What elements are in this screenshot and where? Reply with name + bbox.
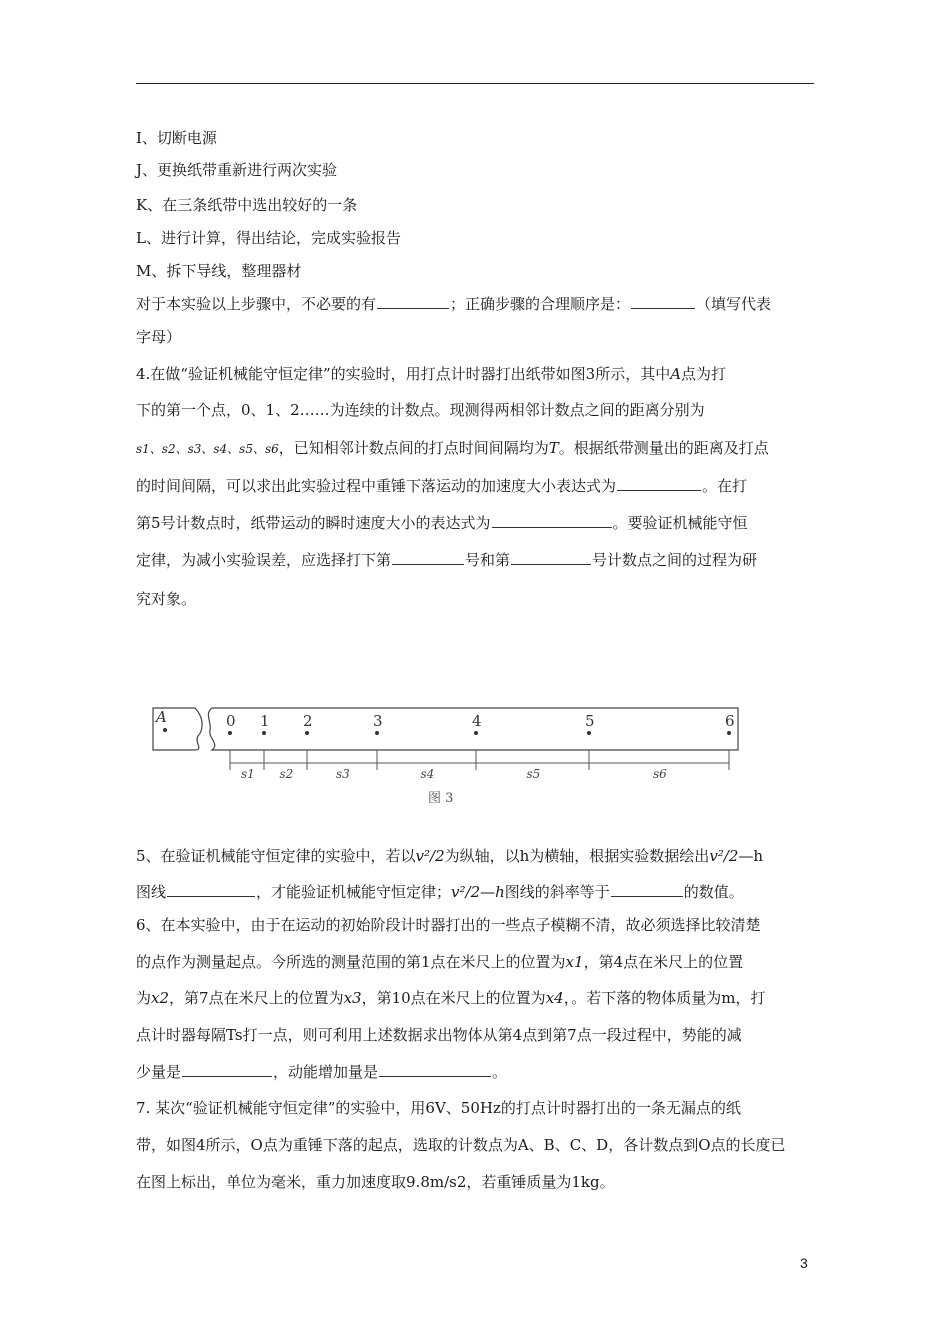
count-point-dot bbox=[474, 731, 478, 735]
answer-blank[interactable] bbox=[631, 294, 695, 309]
page-number: 3 bbox=[800, 1255, 808, 1271]
step-i: I、切断电源 bbox=[136, 129, 217, 147]
count-points bbox=[226, 712, 735, 770]
answer-blank[interactable] bbox=[167, 882, 255, 897]
q6-line4: 点计时器每隔Ts打一点，则可利用上述数据求出物体从第4点到第7点一段过程中，势能的减 bbox=[136, 1026, 742, 1044]
segment-label-s6: s6 bbox=[653, 767, 667, 781]
count-point-dot bbox=[228, 731, 232, 735]
count-point-dot bbox=[262, 731, 266, 735]
segment-label-s1: s1 bbox=[241, 767, 255, 781]
figure-3-tape bbox=[150, 700, 750, 810]
answer-blank[interactable] bbox=[511, 550, 591, 565]
point-a-dot bbox=[163, 728, 167, 732]
step-m: M、拆下导线，整理器材 bbox=[136, 262, 302, 280]
point-label-6: 6 bbox=[725, 712, 735, 730]
step-l: L、进行计算，得出结论，完成实验报告 bbox=[136, 229, 401, 247]
answer-blank[interactable] bbox=[379, 1062, 491, 1077]
point-label-2: 2 bbox=[303, 712, 313, 730]
q6-line1: 6、在本实验中，由于在运动的初始阶段计时器打出的一些点子模糊不清，故必须选择比较清楚 bbox=[136, 916, 761, 934]
q7-line2: 带，如图4所示，O点为重锤下落的起点，选取的计数点为A、B、C、D，各计数点到O点的长度已 bbox=[136, 1136, 786, 1154]
segment-label-s4: s4 bbox=[420, 767, 435, 781]
answer-blank[interactable] bbox=[492, 513, 612, 528]
segment-labels bbox=[241, 767, 667, 781]
count-point-dot bbox=[305, 731, 309, 735]
answer-blank[interactable] bbox=[611, 882, 683, 897]
step-j: J、更换纸带重新进行两次实验 bbox=[136, 161, 338, 179]
point-label-3: 3 bbox=[373, 712, 383, 730]
q6-line5: 少量是 ，动能增加量是 。 bbox=[136, 1063, 508, 1081]
point-label-1: 1 bbox=[260, 712, 270, 730]
point-label-0: 0 bbox=[226, 712, 236, 730]
q4-line1: 4.在做“验证机械能守恒定律”的实验时，用打点计时器打出纸带如图3所示，其中A点为打 bbox=[136, 365, 727, 383]
q4-line5: 第5号计数点时，纸带运动的瞬时速度大小的表达式为 。要验证机械能守恒 bbox=[136, 514, 748, 532]
q3-line2: 字母） bbox=[136, 328, 182, 346]
q4-line6: 定律，为减小实验误差，应选择打下第 号和第 号计数点之间的过程为研 bbox=[136, 551, 758, 569]
q6-line2: 的点作为测量起点。今所选的测量范围的第1点在米尺上的位置为x1，第4点在米尺上的位置 bbox=[136, 953, 744, 971]
segment-label-s2: s2 bbox=[279, 767, 294, 781]
q7-line3: 在图上标出，单位为毫米，重力加速度取9.8m/s2，若重锤质量为1kg。 bbox=[136, 1173, 615, 1191]
q3-line1: 对于本实验以上步骤中，不必要的有 ；正确步骤的合理顺序是： （填写代表 bbox=[136, 295, 772, 313]
q4-line7: 究对象。 bbox=[136, 590, 197, 608]
q5-line1: 5、在验证机械能守恒定律的实验中，若以v²/2为纵轴，以h为横轴，根据实验数据绘出v²/2—h bbox=[136, 847, 764, 865]
q4-line3: s1、s2、s3、s4、s5、s6，已知相邻计数点间的打点时间间隔均为T。根据纸带测量出的距离及打点 bbox=[136, 439, 769, 457]
tape-diagram bbox=[150, 700, 750, 810]
count-point-dot bbox=[375, 731, 379, 735]
count-point-dot bbox=[587, 731, 591, 735]
q5-line2: 图线 ，才能验证机械能守恒定律；v²/2—h图线的斜率等于 的数值。 bbox=[136, 883, 744, 901]
answer-blank[interactable] bbox=[182, 1062, 272, 1077]
segment-label-s3: s3 bbox=[336, 767, 350, 781]
answer-blank[interactable] bbox=[617, 476, 701, 491]
q6-line3: 为x2，第7点在米尺上的位置为x3，第10点在米尺上的位置为x4，。若下落的物体质量为m，打 bbox=[136, 989, 766, 1007]
point-label-5: 5 bbox=[585, 712, 595, 730]
q4-line4: 的时间间隔，可以求出此实验过程中重锤下落运动的加速度大小表达式为 。在打 bbox=[136, 477, 748, 495]
point-label-4: 4 bbox=[472, 712, 482, 730]
answer-blank[interactable] bbox=[377, 294, 449, 309]
answer-blank[interactable] bbox=[392, 550, 464, 565]
q4-line2: 下的第一个点，0、1、2……为连续的计数点。现测得两相邻计数点之间的距离分别为 bbox=[136, 401, 705, 419]
figure-caption: 图 3 bbox=[428, 791, 454, 806]
header-rule bbox=[136, 83, 814, 84]
point-label-a: A bbox=[156, 708, 167, 726]
step-k: K、在三条纸带中选出较好的一条 bbox=[136, 196, 358, 214]
segment-label-s5: s5 bbox=[526, 767, 541, 781]
count-point-dot bbox=[727, 731, 731, 735]
q7-line1: 7. 某次“验证机械能守恒定律”的实验中，用6V、50Hz的打点计时器打出的一条无漏点的纸 bbox=[136, 1099, 741, 1117]
